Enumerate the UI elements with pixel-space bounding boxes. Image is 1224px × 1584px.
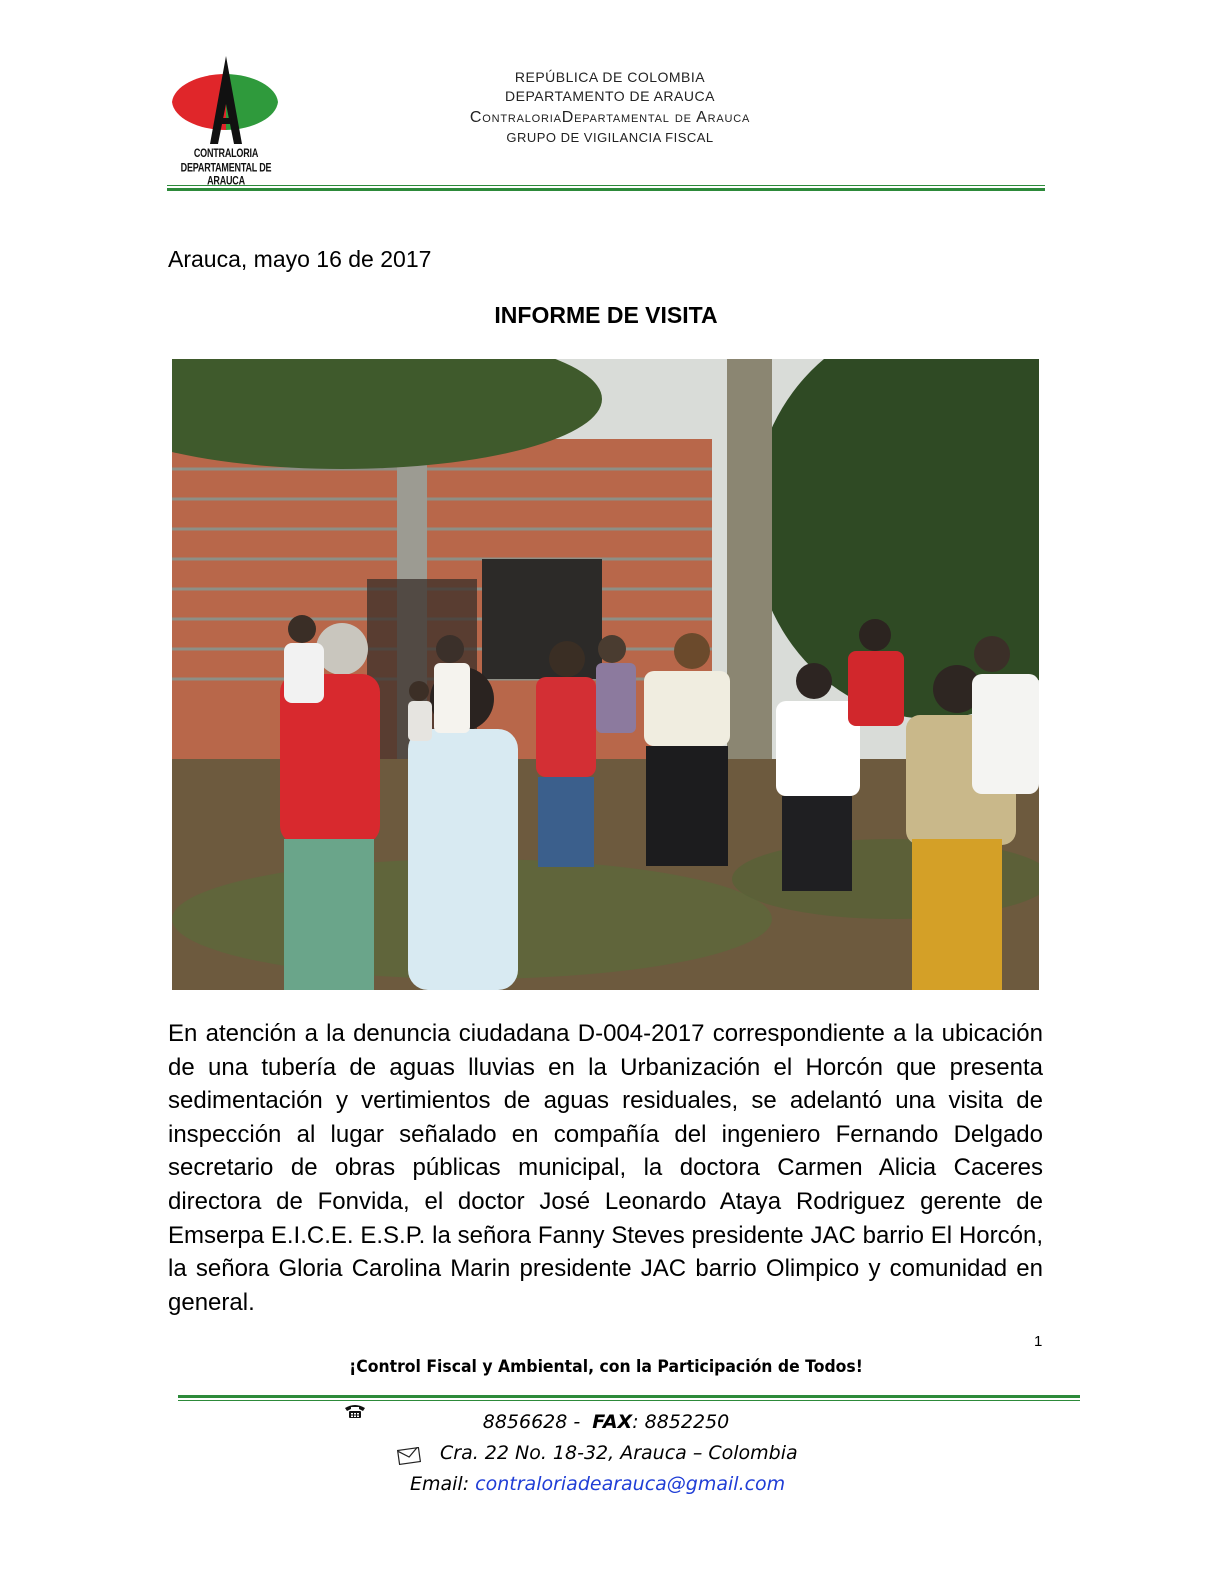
footer-rule-thin — [178, 1400, 1080, 1401]
contraloria-logo — [168, 52, 284, 187]
fax-label: FAX — [592, 1411, 633, 1433]
logo-caption-line2: DEPARTAMENTAL DE ARAUCA — [180, 161, 272, 187]
footer-slogan: ¡Control Fiscal y Ambiental, con la Participación de Todos! — [349, 1357, 863, 1377]
header-country: REPÚBLICA DE COLOMBIA — [514, 69, 706, 85]
footer-email — [410, 1473, 785, 1495]
header-entity: ContraloriaDepartamental de Arauca — [469, 109, 751, 126]
page-number: 1 — [1034, 1333, 1043, 1350]
header-group: GRUPO DE VIGILANCIA FISCAL — [506, 130, 714, 145]
phone-number: 8856628 - — [482, 1411, 581, 1433]
envelope-icon — [397, 1447, 421, 1465]
document-date: Arauca, mayo 16 de 2017 — [168, 246, 432, 272]
header-department: DEPARTAMENTO DE ARAUCA — [505, 88, 715, 104]
footer-phone-fax — [300, 1411, 912, 1433]
document-title: INFORME DE VISITA — [494, 302, 718, 328]
visit-report-paragraph: En atención a la denuncia ciudadana D-004-2017 correspondiente a la ubicación de una tubería de aguas lluvias en la Urbanización el Horcón que presenta sedimentación y vertimientos de aguas residuales, se adelantó una visita de inspección al lugar señalado en compañía del ingeniero Fernando Delgado secretario de obras públicas municipal, la doctora Carmen Alicia Caceres directora de Fonvida, el doctor José Leonardo Ataya Rodriguez gerente de Emserpa E.I.C.E. E.S.P. la señora Fanny Steves presidente JAC barrio El Horcón, la señora Gloria Carolina Marin presidente JAC barrio Olimpico y comunidad en general. — [168, 1020, 1043, 1316]
logo-caption-line1: CONTRALORIA — [193, 146, 259, 160]
logo-emblem-icon — [168, 52, 284, 152]
photo-illustration — [172, 359, 1039, 990]
email-label: Email: — [410, 1473, 470, 1495]
footer-address: Cra. 22 No. 18-32, Arauca – Colombia — [440, 1442, 798, 1464]
site-visit-photo — [172, 359, 1039, 990]
fax-number: : 8852250 — [632, 1411, 730, 1433]
email-link[interactable]: contraloriadearauca@gmail.com — [475, 1473, 786, 1495]
header-rule-thin — [167, 185, 1045, 186]
footer-rule-thick — [178, 1395, 1080, 1398]
header-rule-thick — [167, 188, 1045, 191]
